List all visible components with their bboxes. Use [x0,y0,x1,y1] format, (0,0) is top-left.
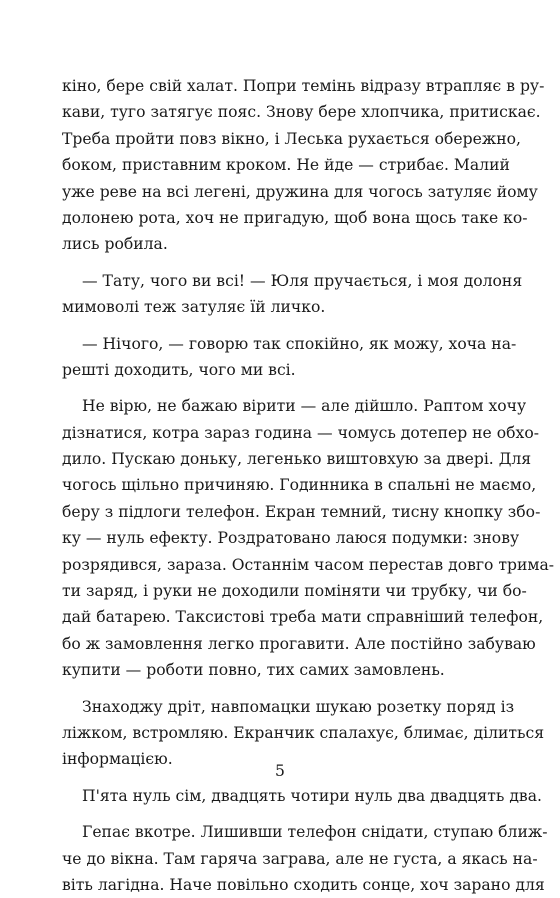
text-line: лись робила. [62,235,168,254]
paragraph [62,73,545,258]
text-line: ку — нуль ефекту. Роздратовано лаюся подумки: знову [62,529,520,548]
text-line: ти заряд, і руки не доходили поміняти чи трубку, чи бо- [62,582,527,601]
paragraph-gap [62,383,490,393]
text-line: П'ята нуль сім, двадцять чотири нуль два двадцять два. [82,786,542,805]
text-line: розрядився, зараза. Останнім часом перестав довго трима- [62,555,555,574]
text-line: беру з підлоги телефон. Екран темний, тисну кнопку збо- [62,502,541,521]
text-line: купити — роботи повно, тих самих замовлень. [62,661,445,680]
text-line: дай батарею. Таксистові треба мати справніший телефон, [62,608,544,627]
text-line: решті доходить, чого ми всі. [62,360,296,379]
text-line: віть лагідна. Наче повільно сходить сонце, хоч зарано для [62,875,545,894]
page-number: 5 [275,762,285,780]
paragraph-gap [62,321,490,331]
paragraph [62,331,517,384]
text-line: мимоволі теж затуляє їй личко. [62,298,326,317]
paragraph [62,819,548,898]
text-line: інформацією. [62,750,173,769]
text-line: Гепає вкотре. Лишивши телефон снідати, ступаю ближ- [82,823,548,842]
text-line: — Нічого, — говорю так спокійно, як можу, хоча на- [82,334,517,353]
paragraph-gap [62,684,490,694]
text-line: Знаходжу дріт, навпомацки шукаю розетку поряд із [82,697,515,716]
text-line: дило. Пускаю доньку, легенько виштовхую за двері. Для [62,450,532,469]
text-line: Не вірю, не бажаю вірити — але дійшло. Раптом хочу [82,397,527,416]
text-line: долонею рота, хоч не пригадую, щоб вона щось таке ко- [62,208,528,227]
text-line: бо ж замовлення легко прогавити. Але постійно забуваю [62,634,536,653]
text-line: боком, приставним кроком. Не йде — стрибає. Малий [62,156,510,175]
paragraph-gap [62,809,490,819]
text-line: чогось щільно причиняю. Годинника в спальні не маємо, [62,476,537,495]
text-line: — Тату, чого ви всі! — Юля пручається, і моя долоня [82,271,523,290]
paragraph-gap [62,258,490,268]
paragraph [62,783,542,809]
text-line: ліжком, встромляю. Екранчик спалахує, блимає, ділиться [62,723,545,742]
paragraph [62,694,545,773]
text-line: кави, туго затягує пояс. Знову бере хлопчика, притискає. [62,103,541,122]
text-line: дізнатися, котра зараз година — чомусь дотепер не обхо- [62,423,539,442]
text-line: че до вікна. Там гаряча заграва, але не густа, а якась на- [62,849,538,868]
text-line: уже реве на всі легені, дружина для чогось затуляє йому [62,182,538,201]
paragraph [62,268,523,321]
text-line: кіно, бере свій халат. Попри темінь відразу втрапляє в ру- [62,77,545,95]
paragraph [62,393,555,683]
text-line: Треба пройти повз вікно, і Леська рухається обережно, [62,129,521,148]
